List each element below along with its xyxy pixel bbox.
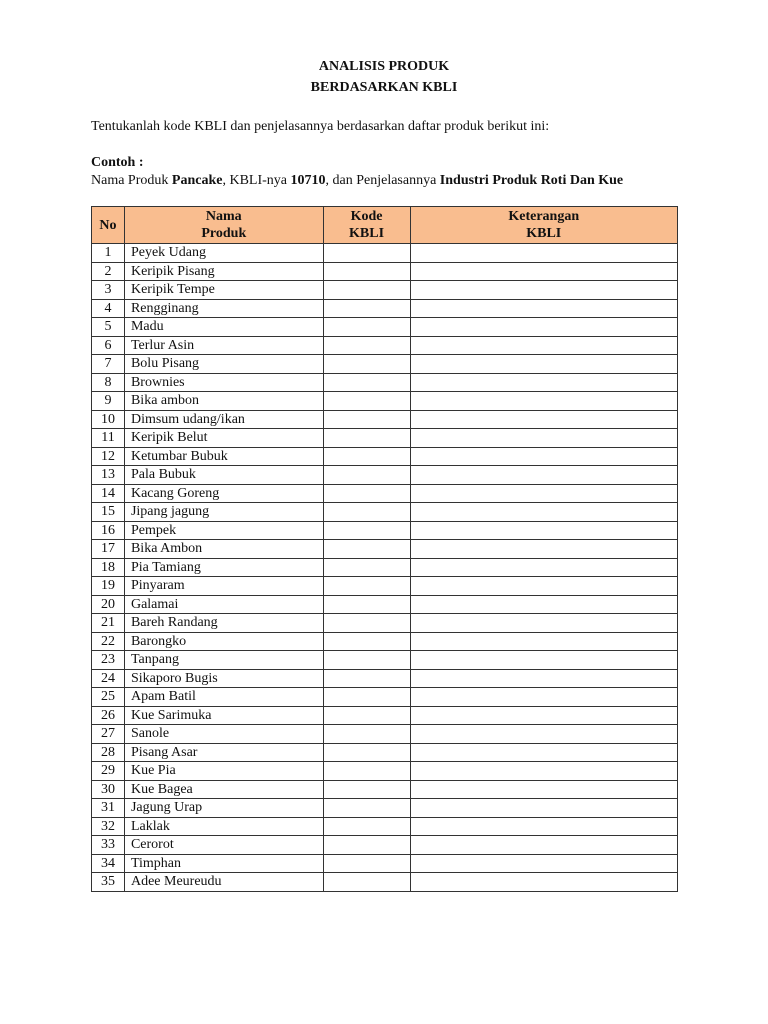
- table-row: [92, 762, 678, 781]
- page-title: [0, 56, 768, 98]
- product-name: Laklak: [124, 817, 323, 836]
- row-number: 21: [92, 614, 125, 633]
- row-number: 1: [92, 244, 125, 263]
- keterangan-kbli-cell[interactable]: [410, 392, 678, 411]
- kode-kbli-cell[interactable]: [323, 429, 410, 448]
- keterangan-kbli-cell[interactable]: [410, 595, 678, 614]
- kode-kbli-cell[interactable]: [323, 466, 410, 485]
- table-row: [92, 503, 678, 522]
- example-prefix: Nama Produk: [91, 173, 172, 188]
- product-name: Bika ambon: [124, 392, 323, 411]
- header-nama-produk: Nama Produk: [124, 207, 323, 244]
- kode-kbli-cell[interactable]: [323, 355, 410, 374]
- table-row: [92, 521, 678, 540]
- product-name: Pempek: [124, 521, 323, 540]
- kode-kbli-cell[interactable]: [323, 817, 410, 836]
- table-row: [92, 540, 678, 559]
- table-row: [92, 836, 678, 855]
- row-number: 11: [92, 429, 125, 448]
- product-name: Pala Bubuk: [124, 466, 323, 485]
- keterangan-kbli-cell[interactable]: [410, 447, 678, 466]
- table-row: [92, 743, 678, 762]
- row-number: 18: [92, 558, 125, 577]
- row-number: 9: [92, 392, 125, 411]
- example-mid: , KBLI-nya: [222, 173, 291, 188]
- keterangan-kbli-cell[interactable]: [410, 521, 678, 540]
- product-name: Kue Sarimuka: [124, 706, 323, 725]
- kode-kbli-cell[interactable]: [323, 836, 410, 855]
- table-row: [92, 706, 678, 725]
- product-name: Cerorot: [124, 836, 323, 855]
- product-name: Jagung Urap: [124, 799, 323, 818]
- title-line-1: ANALISIS PRODUK: [318, 59, 450, 74]
- example-product: Pancake: [171, 173, 223, 188]
- product-name: Brownies: [124, 373, 323, 392]
- table-row: [92, 651, 678, 670]
- kode-kbli-cell[interactable]: [323, 244, 410, 263]
- kode-kbli-cell[interactable]: [323, 484, 410, 503]
- keterangan-kbli-cell[interactable]: [410, 281, 678, 300]
- table-row: [92, 725, 678, 744]
- kode-kbli-cell[interactable]: [323, 410, 410, 429]
- product-name: Sanole: [124, 725, 323, 744]
- keterangan-kbli-cell[interactable]: [410, 854, 678, 873]
- product-name: Pisang Asar: [124, 743, 323, 762]
- table-row: [92, 447, 678, 466]
- kode-kbli-cell[interactable]: [323, 540, 410, 559]
- keterangan-kbli-cell[interactable]: [410, 688, 678, 707]
- row-number: 28: [92, 743, 125, 762]
- product-name: Kacang Goreng: [124, 484, 323, 503]
- product-name: Pinyaram: [124, 577, 323, 596]
- table-row: [92, 281, 678, 300]
- kode-kbli-cell[interactable]: [323, 577, 410, 596]
- table-row: [92, 466, 678, 485]
- example-sentence: [91, 172, 623, 190]
- kode-kbli-cell[interactable]: [323, 725, 410, 744]
- row-number: 13: [92, 466, 125, 485]
- product-name: Galamai: [124, 595, 323, 614]
- row-number: 27: [92, 725, 125, 744]
- row-number: 34: [92, 854, 125, 873]
- keterangan-kbli-cell[interactable]: [410, 799, 678, 818]
- product-name: Peyek Udang: [124, 244, 323, 263]
- product-name: Bolu Pisang: [124, 355, 323, 374]
- row-number: 31: [92, 799, 125, 818]
- row-number: 3: [92, 281, 125, 300]
- row-number: 5: [92, 318, 125, 337]
- row-number: 7: [92, 355, 125, 374]
- kode-kbli-cell[interactable]: [323, 281, 410, 300]
- kode-kbli-cell[interactable]: [323, 373, 410, 392]
- row-number: 30: [92, 780, 125, 799]
- product-name: Keripik Pisang: [124, 262, 323, 281]
- example-code: 10710: [290, 173, 326, 188]
- row-number: 29: [92, 762, 125, 781]
- row-number: 17: [92, 540, 125, 559]
- keterangan-kbli-cell[interactable]: [410, 484, 678, 503]
- keterangan-kbli-cell[interactable]: [410, 706, 678, 725]
- table-row: [92, 429, 678, 448]
- row-number: 23: [92, 651, 125, 670]
- table-row: [92, 614, 678, 633]
- product-name: Pia Tamiang: [124, 558, 323, 577]
- example-description: Industri Produk Roti Dan Kue: [439, 173, 624, 188]
- table-row: [92, 688, 678, 707]
- keterangan-kbli-cell[interactable]: [410, 817, 678, 836]
- kode-kbli-cell[interactable]: [323, 743, 410, 762]
- row-number: 12: [92, 447, 125, 466]
- kode-kbli-cell[interactable]: [323, 632, 410, 651]
- kode-kbli-cell[interactable]: [323, 336, 410, 355]
- product-name: Kue Bagea: [124, 780, 323, 799]
- keterangan-kbli-cell[interactable]: [410, 318, 678, 337]
- keterangan-kbli-cell[interactable]: [410, 577, 678, 596]
- kode-kbli-cell[interactable]: [323, 688, 410, 707]
- kode-kbli-cell[interactable]: [323, 262, 410, 281]
- kode-kbli-cell[interactable]: [323, 762, 410, 781]
- product-name: Ketumbar Bubuk: [124, 447, 323, 466]
- row-number: 4: [92, 299, 125, 318]
- keterangan-kbli-cell[interactable]: [410, 262, 678, 281]
- row-number: 19: [92, 577, 125, 596]
- product-name: Barongko: [124, 632, 323, 651]
- keterangan-kbli-cell[interactable]: [410, 669, 678, 688]
- product-name: Bareh Randang: [124, 614, 323, 633]
- keterangan-kbli-cell[interactable]: [410, 873, 678, 892]
- keterangan-kbli-cell[interactable]: [410, 503, 678, 522]
- keterangan-kbli-cell[interactable]: [410, 614, 678, 633]
- kode-kbli-cell[interactable]: [323, 595, 410, 614]
- product-name: Timphan: [124, 854, 323, 873]
- kode-kbli-cell[interactable]: [323, 558, 410, 577]
- row-number: 24: [92, 669, 125, 688]
- table-row: [92, 799, 678, 818]
- table-row: [92, 780, 678, 799]
- kode-kbli-cell[interactable]: [323, 299, 410, 318]
- product-name: Terlur Asin: [124, 336, 323, 355]
- table-row: [92, 299, 678, 318]
- kode-kbli-cell[interactable]: [323, 521, 410, 540]
- example-mid2: , dan Penjelasannya: [325, 173, 440, 188]
- product-name: Keripik Tempe: [124, 281, 323, 300]
- keterangan-kbli-cell[interactable]: [410, 244, 678, 263]
- table-row: [92, 669, 678, 688]
- table-row: [92, 410, 678, 429]
- product-name: Rengginang: [124, 299, 323, 318]
- table-row: [92, 355, 678, 374]
- table-row: [92, 632, 678, 651]
- table-row: [92, 577, 678, 596]
- title-line-2: BERDASARKAN KBLI: [310, 80, 458, 95]
- row-number: 15: [92, 503, 125, 522]
- kode-kbli-cell[interactable]: [323, 503, 410, 522]
- kode-kbli-cell[interactable]: [323, 447, 410, 466]
- keterangan-kbli-cell[interactable]: [410, 725, 678, 744]
- table-row: [92, 262, 678, 281]
- kode-kbli-cell[interactable]: [323, 392, 410, 411]
- product-name: Jipang jagung: [124, 503, 323, 522]
- table-row: [92, 244, 678, 263]
- keterangan-kbli-cell[interactable]: [410, 429, 678, 448]
- table-row: [92, 558, 678, 577]
- row-number: 35: [92, 873, 125, 892]
- keterangan-kbli-cell[interactable]: [410, 558, 678, 577]
- row-number: 25: [92, 688, 125, 707]
- kode-kbli-cell[interactable]: [323, 651, 410, 670]
- table-row: [92, 854, 678, 873]
- row-number: 22: [92, 632, 125, 651]
- table-row: [92, 595, 678, 614]
- row-number: 33: [92, 836, 125, 855]
- table-row: [92, 318, 678, 337]
- keterangan-kbli-cell[interactable]: [410, 466, 678, 485]
- row-number: 8: [92, 373, 125, 392]
- row-number: 14: [92, 484, 125, 503]
- table-row: [92, 484, 678, 503]
- product-name: Apam Batil: [124, 688, 323, 707]
- keterangan-kbli-cell[interactable]: [410, 762, 678, 781]
- header-kode-kbli: Kode KBLI: [323, 207, 410, 244]
- row-number: 10: [92, 410, 125, 429]
- product-name: Madu: [124, 318, 323, 337]
- keterangan-kbli-cell[interactable]: [410, 373, 678, 392]
- product-table: [91, 206, 678, 892]
- instruction-text: Tentukanlah kode KBLI dan penjelasannya berdasarkan daftar produk berikut ini:: [91, 119, 550, 134]
- product-name: Dimsum udang/ikan: [124, 410, 323, 429]
- kode-kbli-cell[interactable]: [323, 318, 410, 337]
- product-name: Adee Meureudu: [124, 873, 323, 892]
- table-header-row: [92, 207, 678, 244]
- product-name: Keripik Belut: [124, 429, 323, 448]
- header-no: No: [92, 207, 125, 244]
- keterangan-kbli-cell[interactable]: [410, 410, 678, 429]
- keterangan-kbli-cell[interactable]: [410, 540, 678, 559]
- row-number: 16: [92, 521, 125, 540]
- product-name: Bika Ambon: [124, 540, 323, 559]
- kode-kbli-cell[interactable]: [323, 614, 410, 633]
- row-number: 26: [92, 706, 125, 725]
- kode-kbli-cell[interactable]: [323, 799, 410, 818]
- keterangan-kbli-cell[interactable]: [410, 836, 678, 855]
- example-label: Contoh :: [91, 155, 144, 170]
- keterangan-kbli-cell[interactable]: [410, 632, 678, 651]
- table-row: [92, 373, 678, 392]
- table-body: [92, 244, 678, 892]
- product-name: Sikaporo Bugis: [124, 669, 323, 688]
- table-row: [92, 336, 678, 355]
- keterangan-kbli-cell[interactable]: [410, 355, 678, 374]
- kode-kbli-cell[interactable]: [323, 706, 410, 725]
- keterangan-kbli-cell[interactable]: [410, 299, 678, 318]
- table-row: [92, 873, 678, 892]
- product-name: Kue Pia: [124, 762, 323, 781]
- kode-kbli-cell[interactable]: [323, 873, 410, 892]
- header-keterangan-kbli: Keterangan KBLI: [410, 207, 678, 244]
- row-number: 20: [92, 595, 125, 614]
- kode-kbli-cell[interactable]: [323, 854, 410, 873]
- keterangan-kbli-cell[interactable]: [410, 651, 678, 670]
- row-number: 2: [92, 262, 125, 281]
- row-number: 32: [92, 817, 125, 836]
- kode-kbli-cell[interactable]: [323, 669, 410, 688]
- row-number: 6: [92, 336, 125, 355]
- keterangan-kbli-cell[interactable]: [410, 336, 678, 355]
- keterangan-kbli-cell[interactable]: [410, 780, 678, 799]
- table-row: [92, 392, 678, 411]
- kode-kbli-cell[interactable]: [323, 780, 410, 799]
- product-name: Tanpang: [124, 651, 323, 670]
- keterangan-kbli-cell[interactable]: [410, 743, 678, 762]
- table-row: [92, 817, 678, 836]
